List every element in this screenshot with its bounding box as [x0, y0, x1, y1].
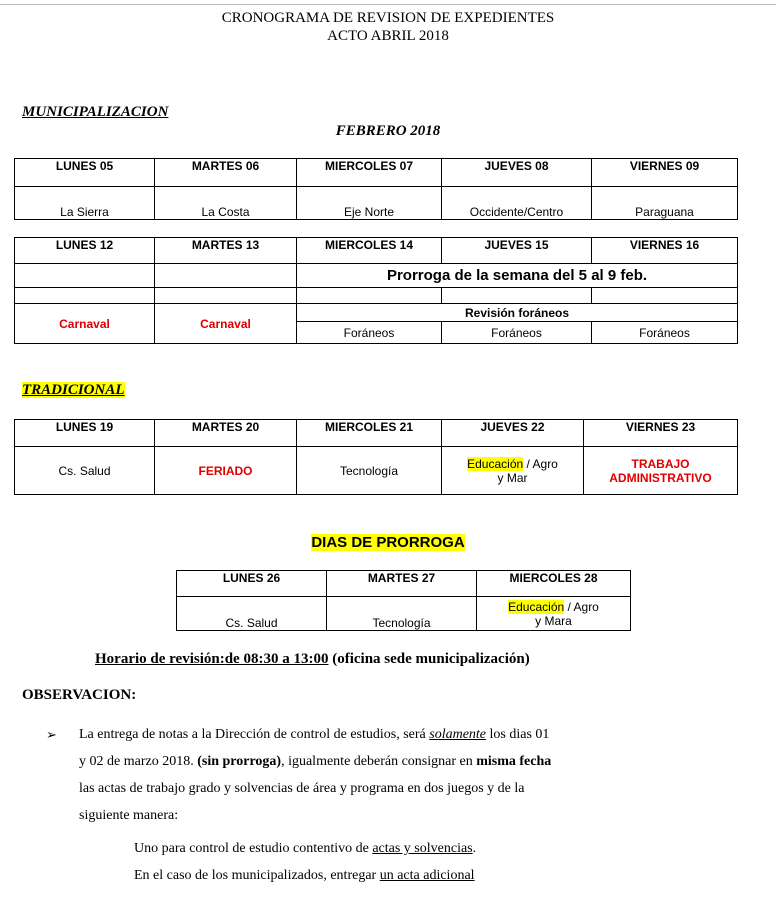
sub-line2	[134, 862, 475, 889]
text: La entrega de notas a la Dirección de control de estudios, será	[79, 727, 430, 742]
observacion-line4: siguiente manera:	[79, 808, 179, 823]
text: Uno para control de estudio contentivo de	[134, 841, 373, 856]
empty-cell	[15, 288, 155, 304]
text: y 02 de marzo 2018.	[79, 754, 198, 769]
observacion-line2	[79, 748, 759, 775]
day-header: MARTES 06	[155, 159, 297, 187]
text: , igualmente deberán consignar en	[281, 754, 477, 769]
day-header: MARTES 13	[155, 238, 297, 264]
carnaval-cell: Carnaval	[155, 304, 297, 344]
solamente-text: solamente	[429, 727, 487, 742]
tradicional-heading	[22, 382, 125, 399]
observacion-line1	[79, 721, 759, 748]
text: .	[472, 841, 477, 856]
educacion-cell	[477, 597, 631, 631]
observacion-heading: OBSERVACION:	[22, 687, 137, 703]
sin-prorroga-text: (sin prorroga)	[197, 754, 282, 769]
tecnologia-cell: Tecnología	[297, 447, 442, 495]
place-cell: Eje Norte	[297, 187, 442, 220]
foraneos-cell: Foráneos	[592, 322, 738, 344]
day-header: LUNES 05	[15, 159, 155, 187]
text: En el caso de los municipalizados, entregar	[134, 868, 380, 883]
empty-cell	[15, 264, 155, 288]
prorroga-heading	[0, 534, 776, 551]
foraneos-cell: Foráneos	[297, 322, 442, 344]
doc-title-line2: ACTO ABRIL 2018	[327, 28, 449, 44]
cs-salud-cell: Cs. Salud	[15, 447, 155, 495]
tradicional-table	[14, 419, 738, 495]
y-mara-text: y Mara	[535, 613, 572, 628]
y-mar-text: y Mar	[497, 470, 528, 485]
day-header: MIERCOLES 14	[297, 238, 442, 264]
day-header: MIERCOLES 21	[297, 420, 442, 447]
foraneos-cell: Foráneos	[442, 322, 592, 344]
top-rule	[0, 4, 776, 5]
educacion-highlight: Educación	[467, 456, 524, 471]
day-header: MARTES 20	[155, 420, 297, 447]
trabajo-text: TRABAJO	[631, 456, 690, 471]
observacion-paragraph	[79, 721, 759, 829]
agro-text: / Agro	[523, 456, 558, 471]
agro-text: / Agro	[564, 599, 599, 614]
trabajo-admin-cell	[584, 447, 738, 495]
carnaval-cell: Carnaval	[15, 304, 155, 344]
acta-adicional-text: un acta adicional	[379, 868, 475, 883]
place-cell: Paraguana	[592, 187, 738, 220]
empty-cell	[155, 288, 297, 304]
day-header: JUEVES 15	[442, 238, 592, 264]
horario-note: (oficina sede municipalización)	[328, 651, 530, 667]
actas-solvencias-text: actas y solvencias	[372, 841, 473, 856]
empty-cell	[592, 288, 738, 304]
place-cell: La Sierra	[15, 187, 155, 220]
day-header: LUNES 26	[177, 571, 327, 597]
horario-label: Horario de revisión:	[95, 651, 225, 667]
day-header: JUEVES 08	[442, 159, 592, 187]
horario-line	[95, 651, 530, 668]
prorroga-heading-text: DIAS DE PRORROGA	[311, 534, 465, 551]
administrativo-text: ADMINISTRATIVO	[609, 470, 712, 485]
day-header: VIERNES 16	[592, 238, 738, 264]
day-header: LUNES 19	[15, 420, 155, 447]
day-header: VIERNES 09	[592, 159, 738, 187]
cs-salud-cell: Cs. Salud	[177, 597, 327, 631]
educacion-cell	[442, 447, 584, 495]
day-header: LUNES 12	[15, 238, 155, 264]
prorroga-note: Prorroga de la semana del 5 al 9 feb.	[297, 264, 738, 288]
empty-cell	[297, 288, 442, 304]
doc-title-line1: CRONOGRAMA DE REVISION DE EXPEDIENTES	[221, 10, 555, 26]
text: los dias 01	[486, 727, 550, 742]
misma-fecha-text: misma fecha	[476, 754, 552, 769]
prorroga-table	[176, 570, 631, 631]
sub-line1	[134, 835, 476, 862]
place-cell: La Costa	[155, 187, 297, 220]
day-header: VIERNES 23	[584, 420, 738, 447]
tecnologia-cell: Tecnología	[327, 597, 477, 631]
feriado-cell: FERIADO	[155, 447, 297, 495]
arrow-bullet-icon: ➢	[46, 727, 57, 742]
place-cell: Occidente/Centro	[442, 187, 592, 220]
day-header: MIERCOLES 07	[297, 159, 442, 187]
municipalizacion-heading: MUNICIPALIZACION	[22, 104, 169, 120]
day-header: MARTES 27	[327, 571, 477, 597]
month-heading: FEBRERO 2018	[335, 123, 441, 139]
revision-foraneos-label: Revisión foráneos	[297, 304, 738, 322]
municipalizacion-week2-table	[14, 237, 738, 344]
tradicional-heading-text: TRADICIONAL	[22, 382, 125, 398]
day-header: JUEVES 22	[442, 420, 584, 447]
day-header: MIERCOLES 28	[477, 571, 631, 597]
educacion-highlight: Educación	[508, 599, 565, 614]
observacion-line3: las actas de trabajo grado y solvencias de área y programa en dos juegos y de la	[79, 781, 525, 796]
horario-value: de 08:30 a 13:00	[224, 651, 329, 667]
empty-cell	[155, 264, 297, 288]
empty-cell	[442, 288, 592, 304]
municipalizacion-week1-table	[14, 158, 738, 220]
